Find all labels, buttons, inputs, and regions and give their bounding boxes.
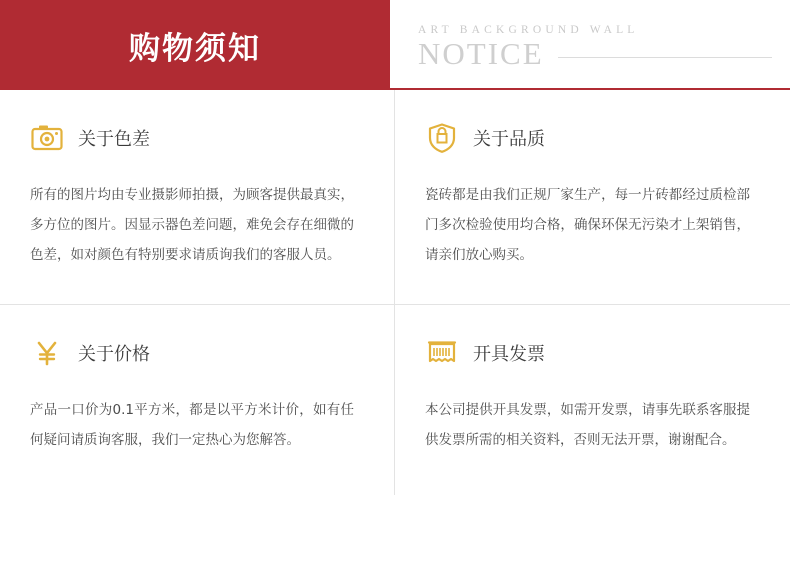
notice-section-color [0,90,395,305]
page-header [0,0,790,90]
notice-section-title: 关于色差 [78,129,150,150]
header-notice-row [418,35,790,71]
invoice-icon [425,336,459,370]
yuan-price-icon [30,336,64,370]
page-title: 购物须知 [129,30,261,67]
camera-icon [30,121,64,155]
notice-section-header [30,116,354,160]
header-notice-en: NOTICE [418,35,544,71]
header-title-block [0,0,390,90]
header-subtitle-en: ART BACKGROUND WALL [418,23,639,36]
header-divider-line [558,57,772,58]
notice-section-title: 关于品质 [473,129,545,150]
shield-quality-icon [425,121,459,155]
notice-section-quality [395,90,790,305]
notice-section-title: 关于价格 [78,344,150,365]
notice-section-body: 瓷砖都是由我们正规厂家生产，每一片砖都经过质检部门多次检验使用均合格，确保环保无污染才上架销售，请亲们放心购买。 [425,187,750,263]
notice-section-invoice [395,305,790,495]
notice-section-header [425,116,750,160]
notice-section-title: 开具发票 [473,344,545,365]
notice-section-header [425,331,750,375]
header-subtitle-block [390,0,790,90]
notice-section-price [0,305,395,495]
notice-section-header [30,331,354,375]
notice-section-body: 所有的图片均由专业摄影师拍摄，为顾客提供最真实，多方位的图片。因显示器色差问题，难免会存在细微的色差，如对颜色有特别要求请质询我们的客服人员。 [30,187,354,263]
notice-grid [0,90,790,561]
notice-section-body: 本公司提供开具发票，如需开发票，请事先联系客服提供发票所需的相关资料，否则无法开票，谢谢配合。 [425,402,750,448]
notice-section-body: 产品一口价为0.1平方米，都是以平方米计价，如有任何疑问请质询客服，我们一定热心为您解答。 [30,402,354,448]
